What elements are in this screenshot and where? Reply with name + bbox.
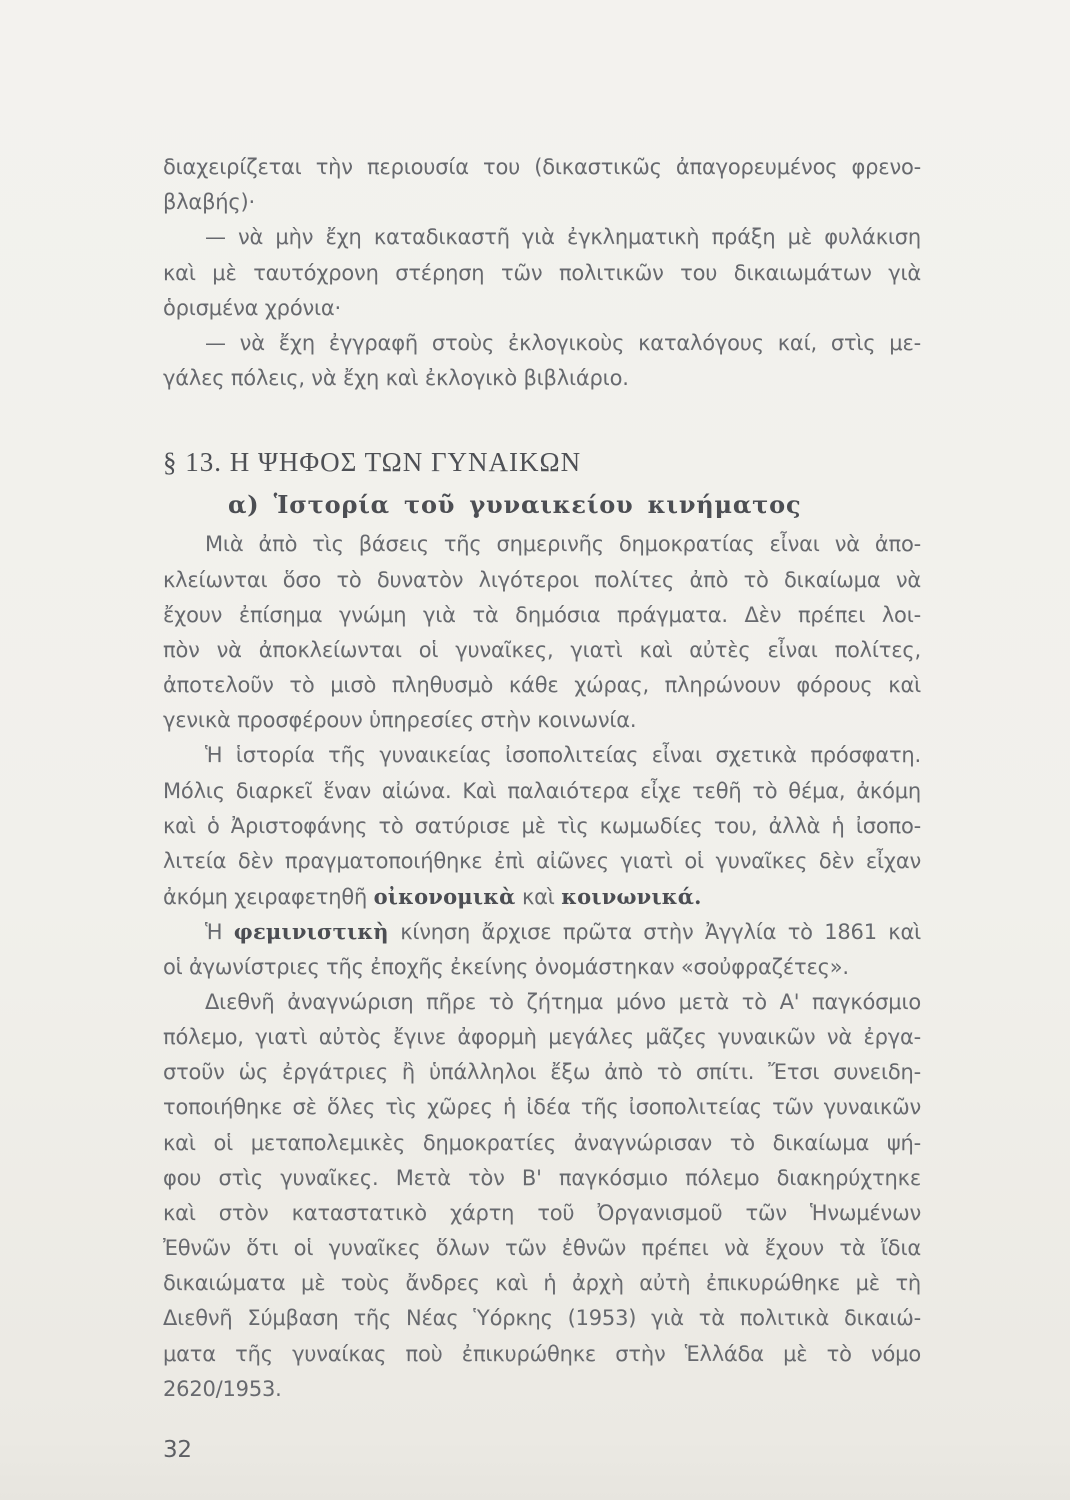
paragraph	[163, 220, 921, 326]
text-line: καὶ στὸν καταστατικὸ χάρτη τοῦ Ὀργανισμοῦ τῶν Ἡνωμένων	[163, 1200, 921, 1225]
text-line: Μιὰ ἀπὸ τὶς βάσεις τῆς σημερινῆς δημοκρατίας εἶναι νὰ ἀπο-	[205, 532, 921, 557]
text-line: 2620/1953.	[163, 1376, 282, 1401]
text-line: ἀποτελοῦν τὸ μισὸ πληθυσμὸ κάθε χώρας, πληρώνουν φόρους καὶ	[163, 673, 921, 698]
text-line: φου στὶς γυναῖκες. Μετὰ τὸν Β' παγκόσμιο πόλεμο διακηρύχτηκε	[163, 1165, 921, 1190]
text-line: στοῦν ὡς ἐργάτριες ἢ ὑπάλληλοι ἔξω ἀπὸ τὸ σπίτι. Ἔτσι συνειδη-	[163, 1060, 921, 1085]
section-heading: § 13. Η ΨΗΦΟΣ ΤΩΝ ΓΥΝΑΙΚΩΝ	[163, 447, 582, 478]
text-line: Ἐθνῶν ὅτι οἱ γυναῖκες ὅλων τῶν ἐθνῶν πρέπει νὰ ἔχουν τὰ ἴδια	[163, 1236, 921, 1261]
text-line: γάλες πόλεις, νὰ ἔχη καὶ ἐκλογικὸ βιβλιάριο.	[163, 366, 629, 391]
page-number: 32	[163, 1437, 192, 1463]
emphasized-text: φεμινιστικὴ	[233, 919, 389, 945]
text-line: διαχειρίζεται τὴν περιουσία του (δικαστικῶς ἀπαγορευμένος φρενο-	[163, 155, 921, 179]
paragraph	[163, 985, 921, 1407]
paragraph	[163, 527, 921, 738]
text-line: — νὰ ἔχη ἐγγραφῆ στοὺς ἐκλογικοὺς καταλόγους καί, στὶς με-	[205, 330, 921, 355]
emphasized-text: οἰκονομικὰ	[373, 884, 516, 910]
text-line: ἔχουν ἐπίσημα γνώμη γιὰ τὰ δημόσια πράγματα. Δὲν πρέπει λοι-	[163, 602, 921, 627]
text-line: δικαιώματα μὲ τοὺς ἄνδρες καὶ ἡ ἀρχὴ αὐτὴ ἐπικυρώθηκε μὲ τὴ	[163, 1271, 921, 1296]
paragraph	[163, 326, 921, 396]
text-line: λιτεία δὲν πραγματοποιήθηκε ἐπὶ αἰῶνες γιατὶ οἱ γυναῖκες δὲν εἶχαν	[163, 849, 921, 873]
text-line: πὸν νὰ ἀποκλείωνται οἱ γυναῖκες, γιατὶ καὶ αὐτὲς εἶναι πολίτες,	[163, 637, 921, 662]
text-line: Διεθνῆ ἀναγνώριση πῆρε τὸ ζήτημα μόνο μετὰ τὸ Α' παγκόσμιο	[205, 989, 921, 1014]
text-line: ὁρισμένα χρόνια·	[163, 295, 342, 320]
subsection-heading: α) Ἱστορία τοῦ γυναικείου κινήματος	[228, 490, 802, 520]
paragraph-flow-bottom	[163, 527, 921, 1407]
text-column	[163, 150, 921, 1463]
emphasized-text: κοινωνικά.	[561, 884, 702, 910]
text-line: Ἡ φεμινιστικὴ κίνηση ἄρχισε πρῶτα στὴν Ἀγγλία τὸ 1861 καὶ	[205, 919, 921, 945]
text-line: οἱ ἀγωνίστριες τῆς ἐποχῆς ἐκείνης ὀνομάστηκαν «σοὐφραζέτες».	[163, 954, 849, 979]
paragraph	[163, 738, 921, 914]
text-line: — νὰ μὴν ἔχη καταδικαστῆ γιὰ ἐγκληματικὴ πράξη μὲ φυλάκιση	[205, 225, 921, 250]
text-line: ματα τῆς γυναίκας ποὺ ἐπικυρώθηκε στὴν Ἑλλάδα μὲ τὸ νόμο	[163, 1341, 921, 1366]
text-line: πόλεμο, γιατὶ αὐτὸς ἔγινε ἀφορμὴ μεγάλες μᾶζες γυναικῶν νὰ ἐργα-	[163, 1024, 921, 1049]
text-line: καὶ μὲ ταυτόχρονη στέρηση τῶν πολιτικῶν του δικαιωμάτων γιὰ	[163, 260, 921, 285]
text-line: Διεθνῆ Σύμβαση τῆς Νέας Ὑόρκης (1953) γιὰ τὰ πολιτικὰ δικαιώ-	[163, 1306, 921, 1331]
text-line: βλαβής)·	[163, 190, 255, 215]
text-line: γενικὰ προσφέρουν ὑπηρεσίες στὴν κοινωνία.	[163, 708, 637, 733]
text-line: ἀκόμη χειραφετηθῆ οἰκονομικὰ καὶ κοινωνικά.	[163, 884, 702, 910]
text-line: τοποιήθηκε σὲ ὅλες τὶς χῶρες ἡ ἰδέα τῆς ἰσοπολιτείας τῶν γυναικῶν	[163, 1095, 921, 1120]
paragraph-flow-top	[163, 150, 921, 396]
text-line: καὶ οἱ μεταπολεμικὲς δημοκρατίες ἀναγνώρισαν τὸ δικαίωμα ψή-	[163, 1130, 921, 1155]
text-line: Ἡ ἱστορία τῆς γυναικείας ἰσοπολιτείας εἶναι σχετικὰ πρόσφατη.	[205, 743, 921, 768]
paragraph	[163, 914, 921, 984]
text-line: καὶ ὁ Ἀριστοφάνης τὸ σατύρισε μὲ τὶς κωμωδίες του, ἀλλὰ ἡ ἰσοπο-	[163, 813, 921, 838]
text-line: Μόλις διαρκεῖ ἕναν αἰώνα. Καὶ παλαιότερα εἶχε τεθῆ τὸ θέμα, ἀκόμη	[163, 778, 921, 803]
text-line: κλείωνται ὅσο τὸ δυνατὸν λιγότεροι πολίτες ἀπὸ τὸ δικαίωμα νὰ	[163, 567, 921, 592]
paragraph	[163, 150, 921, 220]
